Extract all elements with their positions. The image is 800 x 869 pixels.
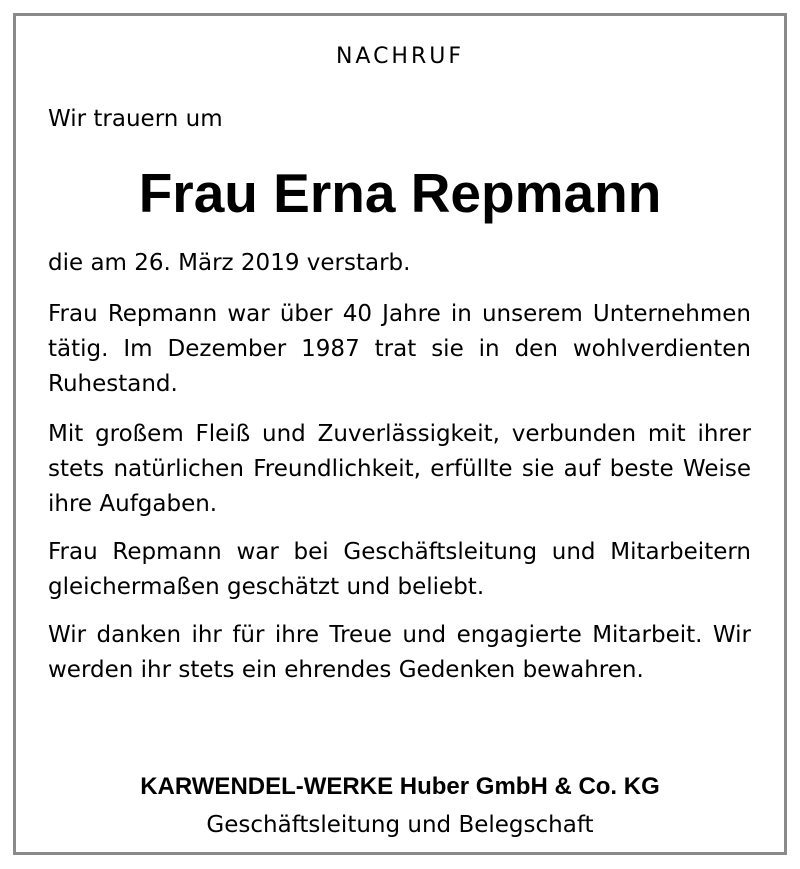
intro-text: Wir trauern um [48, 106, 223, 132]
paragraph-qualities: Mit großem Fleiß und Zuverlässigkeit, verbunden mit ihrer stets natürlichen Freundlichkeit, erfüllte sie auf beste Weise ihre Aufgaben. [48, 421, 751, 517]
paragraph-esteem: Frau Repmann war bei Geschäftsleitung und Mitarbeitern gleichermaßen geschätzt und beliebt. [48, 539, 751, 600]
notice-heading: NACHRUF [335, 44, 465, 69]
paragraph-thanks: Wir danken ihr für ihre Treue und engagierte Mitarbeit. Wir werden ihr stets ein ehrendes Gedenken bewahren. [48, 622, 751, 683]
signatories: Geschäftsleitung und Belegschaft [206, 812, 594, 838]
deceased-name: Frau Erna Repmann [138, 162, 662, 224]
date-of-death-line: die am 26. März 2019 verstarb. [48, 250, 411, 276]
company-name: KARWENDEL-WERKE Huber GmbH & Co. KG [140, 773, 660, 800]
paragraph-employment: Frau Repmann war über 40 Jahre in unserem Unternehmen tätig. Im Dezember 1987 trat sie in den wohlverdienten Ruhestand. [48, 301, 751, 397]
